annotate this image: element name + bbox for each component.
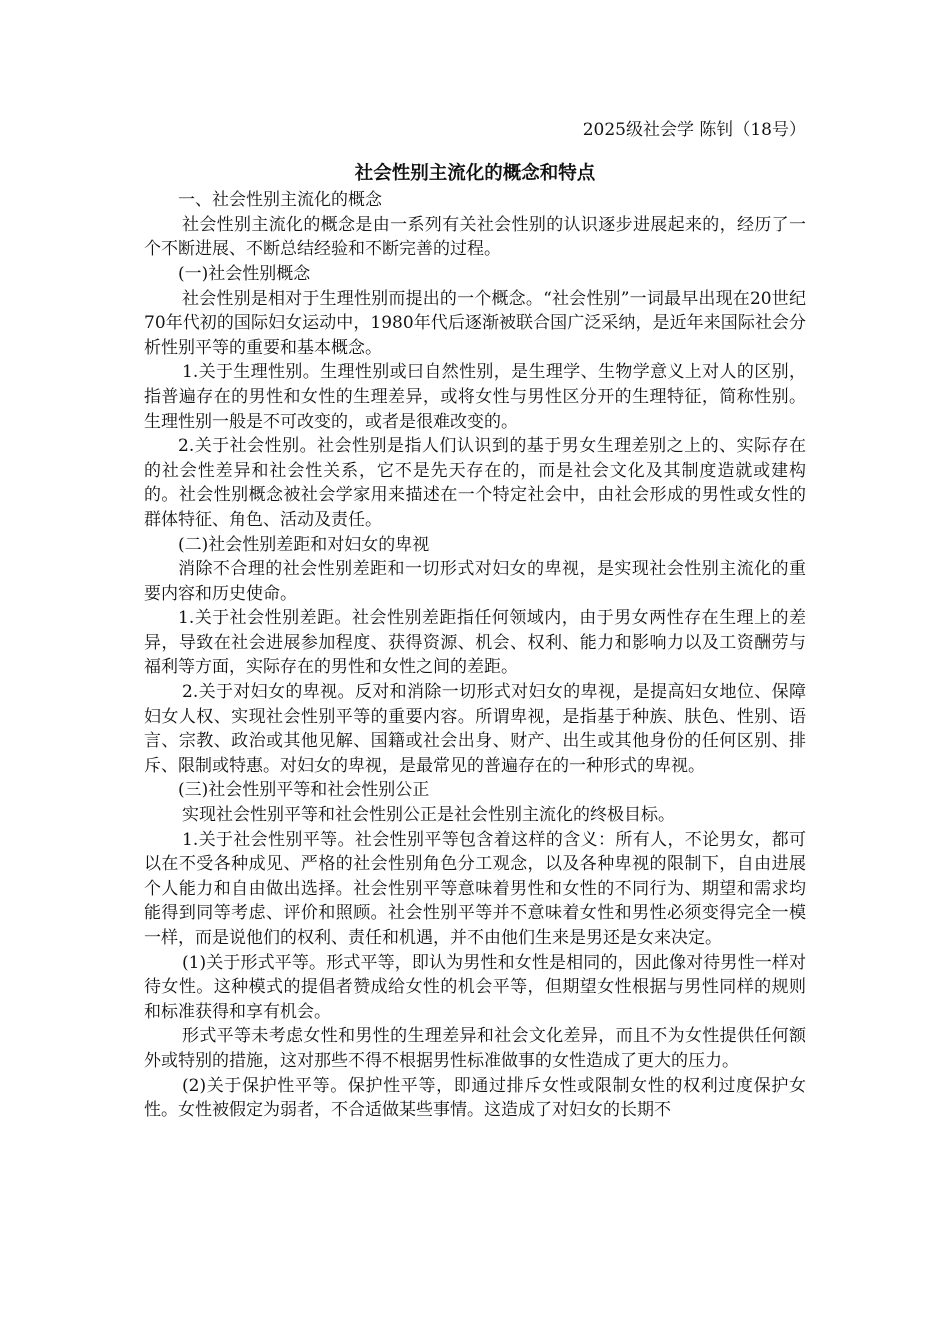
body-paragraph: 消除不合理的社会性别差距和一切形式对妇女的卑视，是实现社会性别主流化的重要内容和历史使命。 [144,559,806,604]
body-paragraph: 实现社会性别平等和社会性别公正是社会性别主流化的终极目标。 [182,805,675,826]
body-paragraph: 社会性别是相对于生理性别而提出的一个概念。“社会性别”一词最早出现在20世纪70年代初的国际妇女运动中，1980年代后逐渐被联合国广泛采纳，是近年来国际社会分析性别平等的重要和基本概念。 [144,288,806,358]
document-title: 社会性别主流化的概念和特点 [354,162,596,184]
section-heading-1: 一、社会性别主流化的概念 [178,190,382,211]
subsection-heading: (三)社会性别平等和社会性别公正 [178,780,430,801]
body-paragraph: 社会性别主流化的概念是由一系列有关社会性别的认识逐步进展起来的，经历了一个不断进展、不断总结经验和不断完善的过程。 [144,214,806,260]
body-paragraph: (2)关于保护性平等。保护性平等，即通过排斥女性或限制女性的权利过度保护女性。女性被假定为弱者，不合适做某些事情。这造成了对妇女的长期不 [144,1075,806,1121]
body-paragraph: 2.关于对妇女的卑视。反对和消除一切形式对妇女的卑视，是提高妇女地位、保障妇女人权、实现社会性别平等的重要内容。所谓卑视，是指基于种族、肤色、性别、语言、宗教、政治或其他见解、国籍或社会出身、财产、出生或其他身份的任何区别、排斥、限制或特惠。对妇女的卑视，是最常见的普遍存在的一种形式的卑视。 [144,682,806,776]
body-paragraph: 2.关于社会性别。社会性别是指人们认识到的基于男女生理差别之上的、实际存在的社会性差异和社会性关系，它不是先天存在的，而是社会文化及其制度造就或建构的。社会性别概念被社会学家用来描述在一个特定社会中，由社会形成的男性或女性的群体特征、角色、活动及责任。 [144,436,806,530]
body-paragraph: 1.关于社会性别平等。社会性别平等包含着这样的含义：所有人，不论男女，都可以在不受各种成见、严格的社会性别角色分工观念，以及各种卑视的限制下，自由进展个人能力和自由做出选择。社会性别平等意味着男性和女性的不同行为、期望和需求均能得到同等考虑、评价和照顾。社会性别平等并不意味着女性和男性必须变得完全一模一样，而是说他们的权利、责任和机遇，并不由他们生来是男还是女来决定。 [144,829,806,948]
body-paragraph: 形式平等未考虑女性和男性的生理差异和社会文化差异，而且不为女性提供任何额外或特别的措施，这对那些不得不根据男性标准做事的女性造成了更大的压力。 [144,1026,806,1071]
subsection-heading: (二)社会性别差距和对妇女的卑视 [178,534,430,555]
subsection-heading: (一)社会性别概念 [178,263,311,284]
body-paragraph: 1.关于社会性别差距。社会性别差距指任何领域内，由于男女两性存在生理上的差异，导致在社会进展参加程度、获得资源、机会、权利、能力和影响力以及工资酬劳与福利等方面，实际存在的男性和女性之间的差距。 [144,608,806,678]
document-body [144,118,806,1123]
body-paragraph: 1.关于生理性别。生理性别或曰自然性别，是生理学、生物学意义上对人的区别，指普遍存在的男性和女性的生理差异，或将女性与男性区分开的生理特征，简称性别。生理性别一般是不可改变的，或者是很难改变的。 [144,362,806,432]
body-paragraph: (1)关于形式平等。形式平等，即认为男性和女性是相同的，因此像对待男性一样对待女性。这种模式的提倡者赞成给女性的机会平等，但期望女性根据与男性同样的规则和标准获得和享有机会。 [144,952,806,1022]
author-line: 2025级社会学 陈钊（18号） [582,120,806,140]
